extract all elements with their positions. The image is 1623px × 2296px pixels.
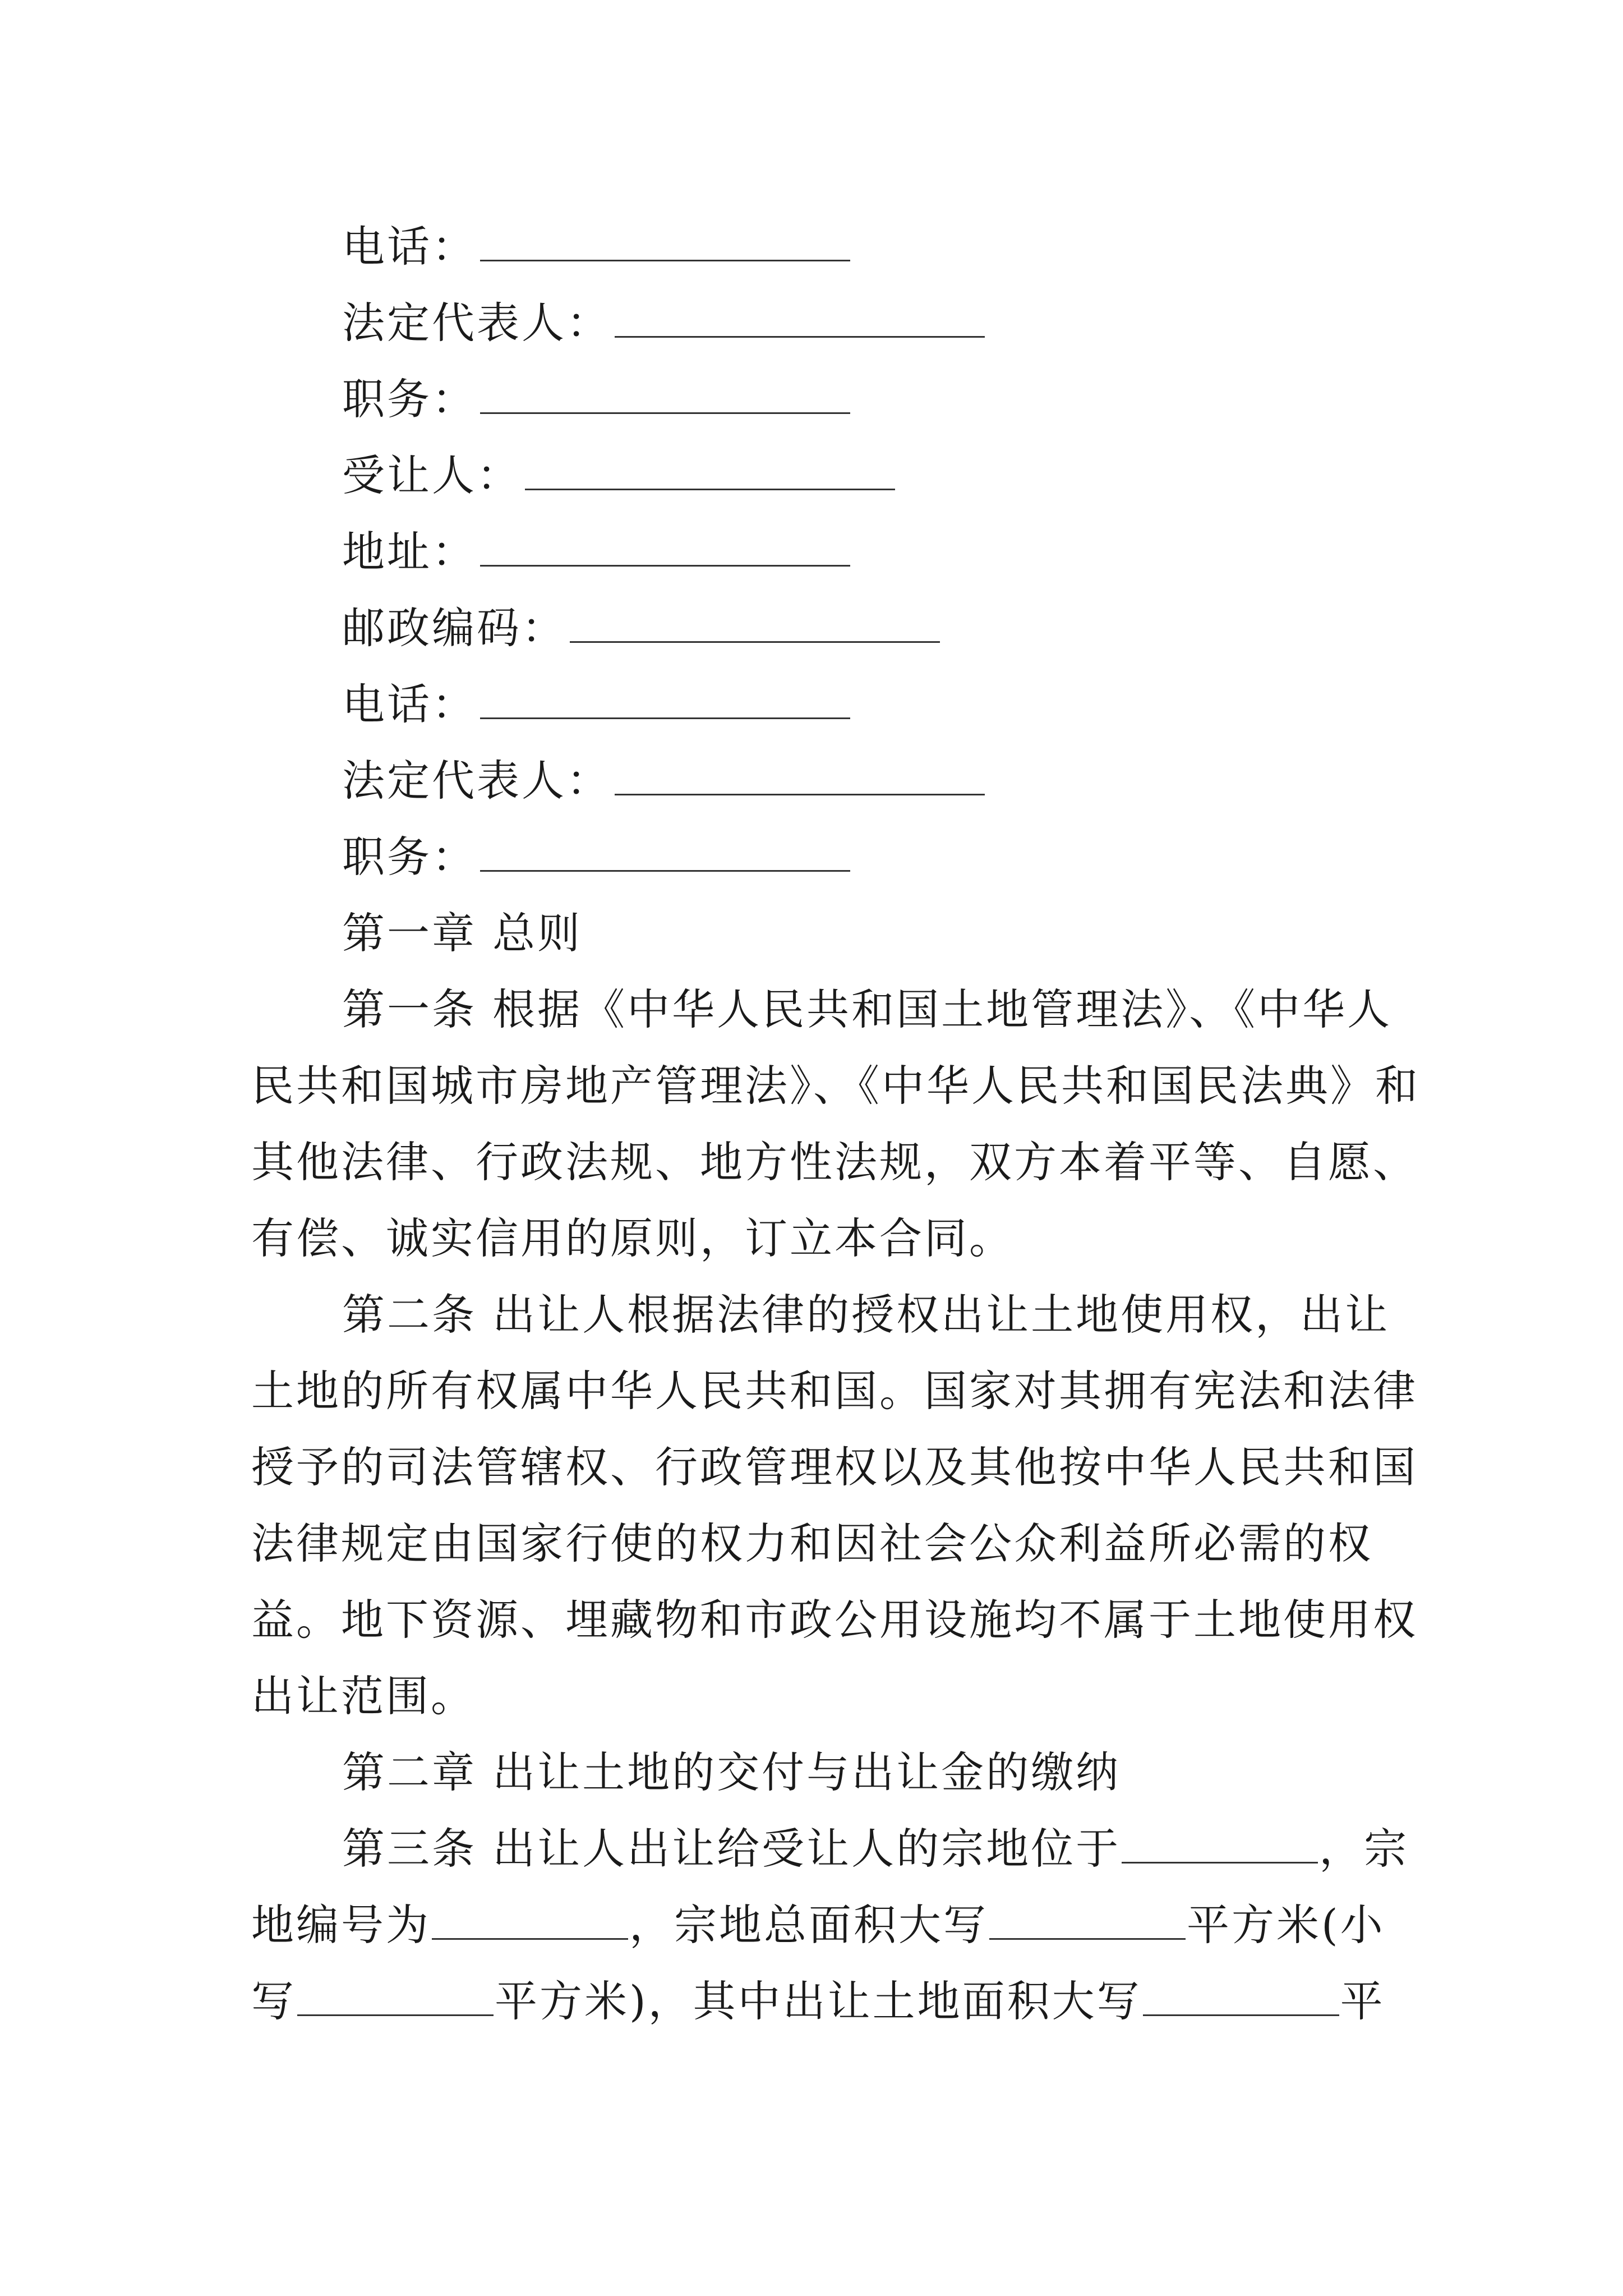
field-address xyxy=(251,514,1390,590)
blank-line xyxy=(297,2014,494,2016)
contract-body xyxy=(251,209,1420,2040)
field-position-1 xyxy=(251,361,1390,438)
article-2-line: 法律规定由国家行使的权力和因社会公众利益所必需的权 xyxy=(251,1519,1373,1568)
blank-line xyxy=(480,412,850,414)
field-legal-rep-1 xyxy=(251,285,1390,361)
field-label: 职务： xyxy=(342,374,477,424)
blank-line xyxy=(615,335,985,338)
article-3-text: 第三条 出让人出让给受让人的宗地位于 xyxy=(342,1824,1121,1874)
field-label: 职务： xyxy=(342,832,477,882)
blank-line xyxy=(1143,2014,1339,2016)
article-3-text: 平方米)，其中出让土地面积大写 xyxy=(495,1976,1142,2026)
chapter-2-heading: 第二章 出让土地的交付与出让金的缴纳 xyxy=(342,1747,1121,1797)
blank-line xyxy=(1122,1861,1318,1864)
field-label: 法定代表人： xyxy=(342,756,611,806)
blank-line xyxy=(615,793,985,795)
blank-line xyxy=(570,641,940,643)
article-3-line xyxy=(251,1963,1390,2040)
article-2-line: 土地的所有权属中华人民共和国。国家对其拥有宪法和法律 xyxy=(251,1366,1418,1416)
field-label: 邮政编码： xyxy=(342,603,566,653)
article-3-text: ，宗地总面积大写 xyxy=(629,1900,988,1950)
field-legal-rep-2 xyxy=(251,743,1390,819)
field-label: 受让人： xyxy=(342,450,522,500)
article-2-line: 授予的司法管辖权、行政管理权以及其他按中华人民共和国 xyxy=(251,1442,1418,1492)
article-1-line: 民共和国城市房地产管理法》、《中华人民共和国民法典》和 xyxy=(251,1061,1420,1111)
chapter-1-heading: 第一章 总则 xyxy=(342,908,583,958)
article-3-text: ，宗 xyxy=(1319,1824,1409,1874)
field-label: 法定代表人： xyxy=(342,298,611,348)
blank-line xyxy=(480,869,850,872)
article-3-text: 写 xyxy=(251,1976,296,2026)
article-2-line: 第二条 出让人根据法律的授权出让土地使用权，出让 xyxy=(342,1290,1390,1340)
field-phone-2 xyxy=(251,666,1390,743)
blank-line xyxy=(480,564,850,567)
article-3-line xyxy=(251,1887,1390,1963)
blank-line xyxy=(480,717,850,719)
article-2-line: 出让范围。 xyxy=(251,1671,476,1721)
field-transferee xyxy=(251,438,1390,514)
article-1-line: 其他法律、行政法规、地方性法规，双方本着平等、自愿、 xyxy=(251,1137,1418,1187)
article-3-text: 平 xyxy=(1340,1976,1385,2026)
field-label: 地址： xyxy=(342,527,477,577)
field-label: 电话： xyxy=(342,222,477,272)
article-3-line xyxy=(251,1811,1409,1887)
blank-line xyxy=(480,259,850,261)
article-1-line: 第一条 根据《中华人民共和国土地管理法》、《中华人 xyxy=(342,984,1393,1034)
field-position-2 xyxy=(251,819,1390,895)
blank-line xyxy=(989,1938,1186,1940)
article-1-line: 有偿、诚实信用的原则，订立本合同。 xyxy=(251,1213,1014,1263)
blank-line xyxy=(432,1938,628,1940)
article-3-text: 地编号为 xyxy=(251,1900,431,1950)
blank-line xyxy=(525,488,895,490)
field-postal-code xyxy=(251,590,1390,666)
article-3-text: 平方米(小 xyxy=(1187,1900,1385,1950)
article-2-line: 益。地下资源、埋藏物和市政公用设施均不属于土地使用权 xyxy=(251,1595,1418,1645)
field-phone-1 xyxy=(251,209,1390,285)
field-label: 电话： xyxy=(342,679,477,729)
